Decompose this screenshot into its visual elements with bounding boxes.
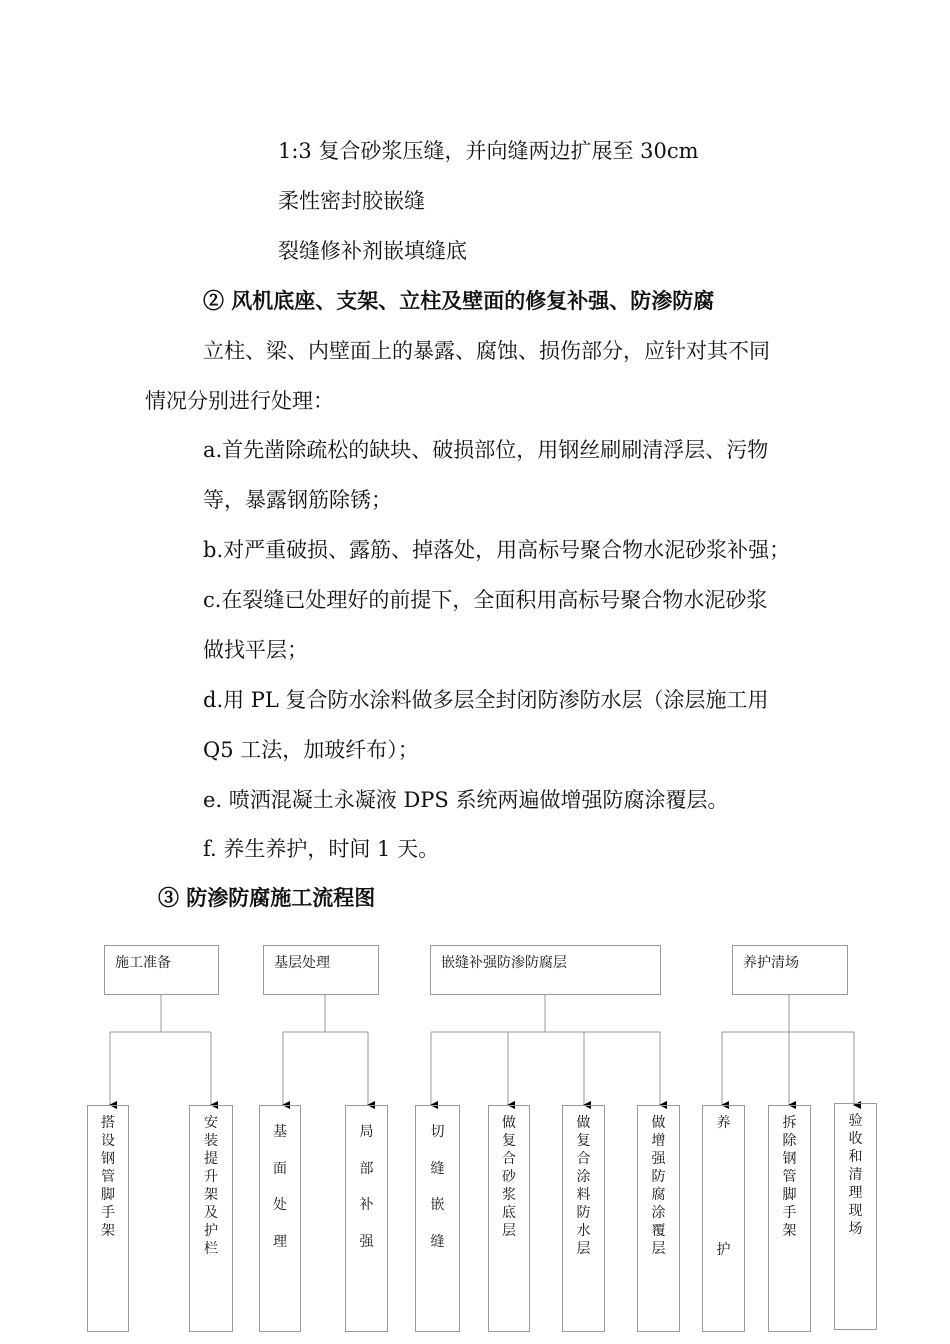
step-box [702,1105,745,1332]
step-label: 安装提升架及护栏 [204,1115,218,1257]
stage-box [104,945,219,995]
list-item-a-cont: 等，暴露钢筋除锈； [203,488,392,512]
step-label: 局部补强 [359,1124,374,1250]
step-label: 养护 [716,1115,731,1258]
stage-box [430,945,661,995]
step-box [637,1105,680,1332]
step-label: 基面处理 [273,1124,287,1250]
text-line: 1:3 复合砂浆压缝，并向缝两边扩展至 30cm [278,139,699,163]
step-box [259,1105,301,1332]
stage-box [263,945,379,995]
step-box [768,1105,811,1332]
stage-label: 基层处理 [274,955,330,971]
stage-label: 养护清场 [743,955,799,971]
paragraph-line: 立柱、梁、内壁面上的暴露、腐蚀、损伤部分，应针对其不同 [203,339,770,363]
list-item-d: d.用 PL 复合防水涂料做多层全封闭防渗防水层（涂层施工用 [203,688,769,712]
list-item-d-cont: Q5 工法，加玻纤布）； [203,738,419,762]
paragraph-line: 情况分别进行处理： [145,389,334,413]
step-box [488,1105,530,1332]
step-label: 搭设钢管脚手架 [101,1115,115,1239]
stage-label: 嵌缝补强防渗防腐层 [441,955,567,971]
step-label: 拆除钢管脚手架 [782,1115,797,1239]
list-item-a: a.首先凿除疏松的缺块、破损部位，用钢丝刷刷清浮层、污物 [203,438,769,462]
flowchart-heading: ③ 防渗防腐施工流程图 [158,885,376,910]
step-box [415,1105,460,1332]
list-item-c: c.在裂缝已处理好的前提下，全面积用高标号聚合物水泥砂浆 [203,588,768,612]
text-line: 裂缝修补剂嵌填缝底 [278,239,467,263]
text-line: 柔性密封胶嵌缝 [278,189,425,213]
step-box [345,1105,388,1332]
step-label: 做增强防腐涂覆层 [651,1115,666,1257]
list-item-e: e. 喷洒混凝土永凝液 DPS 系统两遍做增强防腐涂覆层。 [203,788,729,812]
step-label: 切缝嵌缝 [430,1124,445,1250]
step-label: 做复合涂料防水层 [576,1115,591,1257]
list-item-f: f. 养生养护，时间 1 天。 [203,837,440,861]
stage-label: 施工准备 [115,955,171,971]
step-box [189,1105,233,1332]
section-heading: ② 风机底座、支架、立柱及壁面的修复补强、防渗防腐 [203,288,715,313]
step-box [87,1105,129,1332]
step-label: 做复合砂浆底层 [502,1115,516,1239]
list-item-c-cont: 做找平层； [203,638,308,662]
step-box [562,1105,605,1332]
stage-box [732,945,848,995]
step-label: 验收和清理现场 [848,1113,863,1237]
list-item-b: b.对严重破损、露筋、掉落处，用高标号聚合物水泥砂浆补强； [203,538,791,562]
step-box [834,1103,877,1330]
